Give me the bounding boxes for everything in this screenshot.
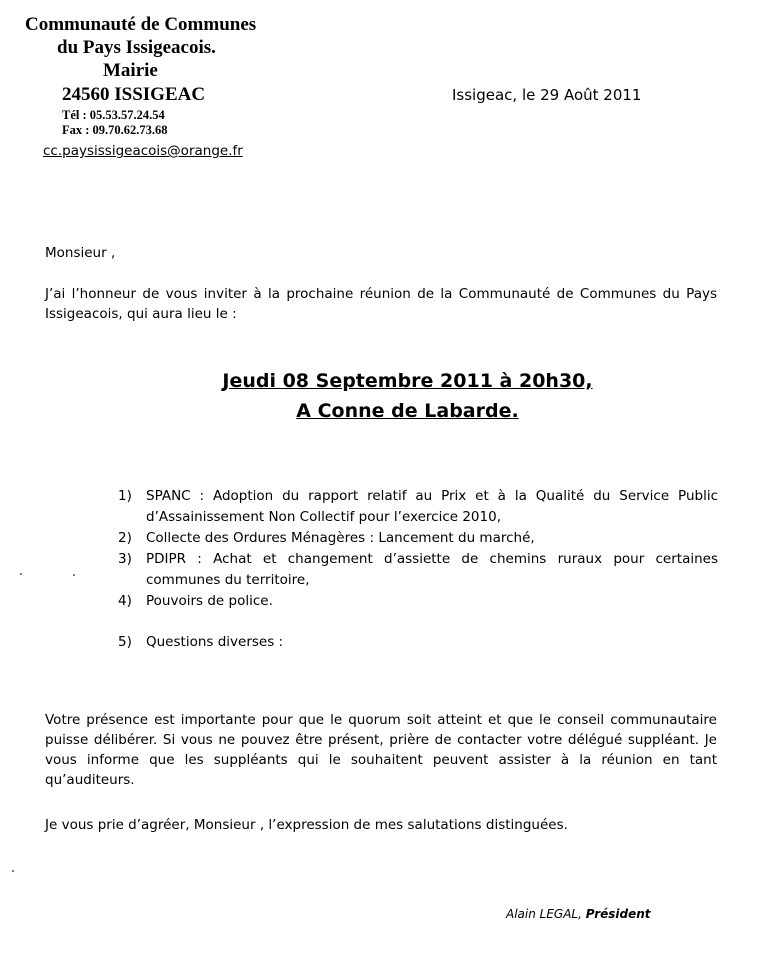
agenda-list [118,486,718,653]
letterhead-org-line1: Communauté de Communes [25,14,257,35]
letterhead-fax: Fax : 09.70.62.73.68 [62,123,168,137]
scan-speck [12,870,14,872]
agenda-text: PDIPR : Achat et changement d’assiette de chemins ruraux pour certaines communes du territoire, [146,551,718,588]
agenda-item [118,486,718,528]
signature-title: Président [585,907,651,921]
meeting-place: A Conne de Labarde. [296,400,519,422]
agenda-text: SPANC : Adoption du rapport relatif au Prix et à la Qualité du Service Public d’Assainissement Non Collectif pour l’exercice 2010, [146,488,718,525]
letterhead-email: cc.paysissigeacois@orange.fr [43,143,243,159]
salutation: Monsieur , [45,245,116,261]
agenda-number: 4) [118,593,132,609]
agenda-text: Collecte des Ordures Ménagères : Lancement du marché, [146,530,535,546]
letterhead-phone: Tél : 05.53.57.24.54 [62,108,165,122]
scan-speck [73,574,75,576]
closing-paragraph: Je vous prie d’agréer, Monsieur , l’expression de mes salutations distinguées. [45,817,568,833]
agenda-text: Pouvoirs de police. [146,593,273,609]
scan-speck [20,573,22,575]
letterhead-postal-address: 24560 ISSIGEAC [62,84,206,105]
agenda-item [118,549,718,591]
letterhead-mairie: Mairie [103,60,158,81]
agenda-item [118,591,718,612]
intro-paragraph: J’ai l’honneur de vous inviter à la prochaine réunion de la Communauté de Communes du Pays Issigeacois, qui aura lieu le : [45,286,717,322]
agenda-item [118,632,718,653]
agenda-number: 3) [118,551,132,567]
agenda-number: 5) [118,634,132,650]
signature [506,907,651,921]
agenda-number: 1) [118,488,132,504]
signature-name: Alain LEGAL, [506,907,582,921]
meeting-date: Jeudi 08 Septembre 2011 à 20h30, [222,370,593,392]
date-line: Issigeac, le 29 Août 2011 [452,86,642,104]
agenda-text: Questions diverses : [146,634,284,650]
agenda-item [118,528,718,549]
presence-paragraph: Votre présence est importante pour que le quorum soit atteint et que le conseil communautaire puisse délibérer. Si vous ne pouvez être présent, prière de contacter votre délégué suppléant. Je vous informe que les suppléants qui le souhaitent peuvent assister à la réunion en tant qu’auditeurs. [45,712,717,788]
letterhead-org-line2: du Pays Issigeacois. [57,37,216,58]
agenda-number: 2) [118,530,132,546]
